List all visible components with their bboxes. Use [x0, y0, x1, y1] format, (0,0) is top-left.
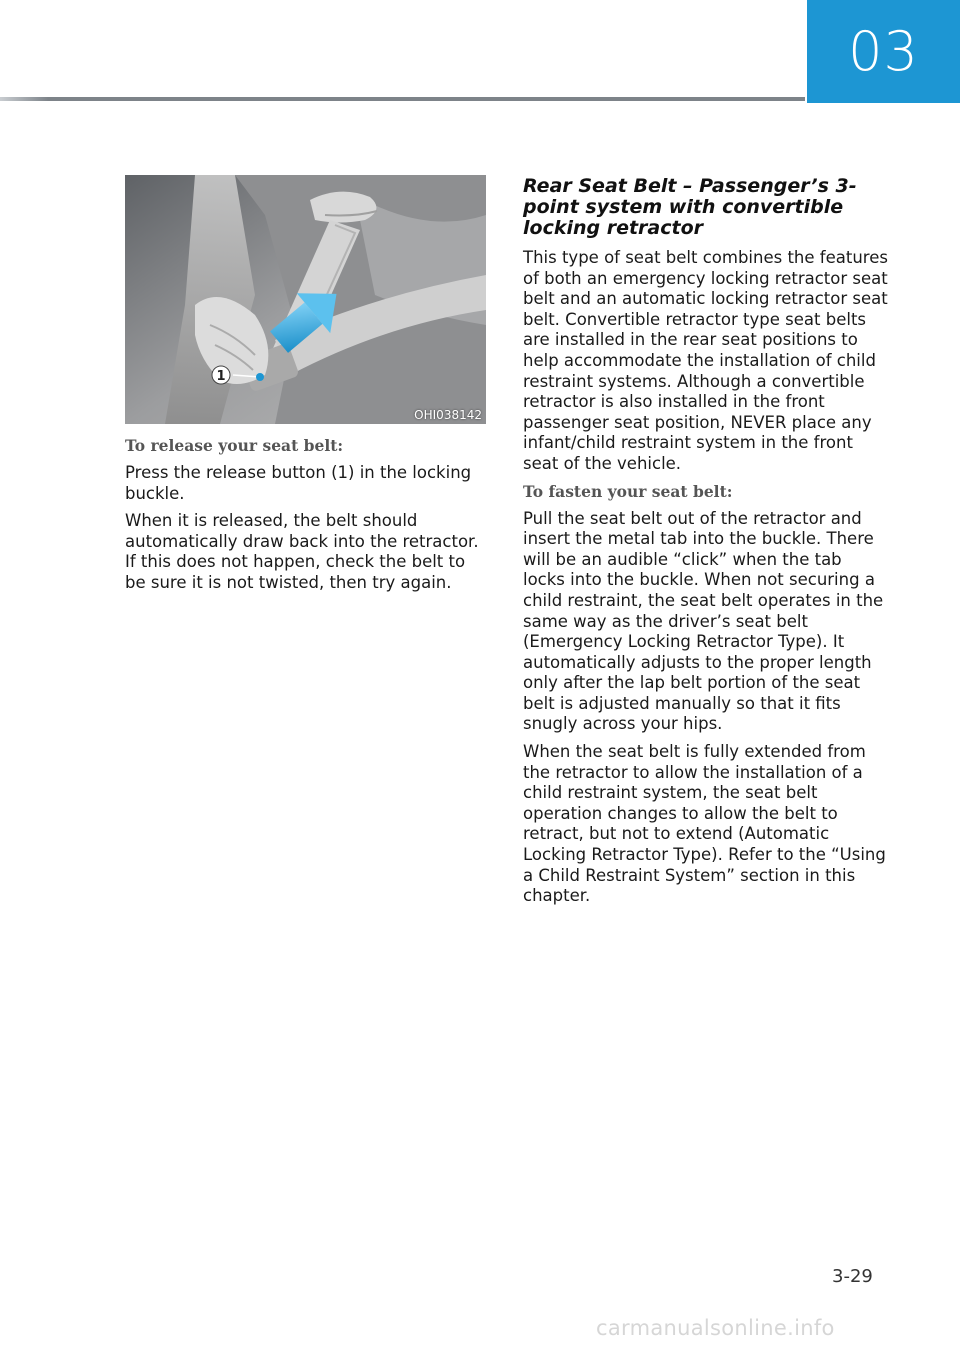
fasten-paragraph-1: Pull the seat belt out of the retractor and insert the metal tab into the buckle. There will be an audible “click” when the tab locks into the buckle. When not securing a child restraint, the seat belt operates in the same way as the driver’s seat belt (Emergency Locking Retractor Type). It automatically adjusts to the proper length only after the lap belt portion of the seat belt is adjusted manually so that it fits snugly across your hips.: [523, 508, 884, 734]
fasten-subheading: To fasten your seat belt:: [523, 481, 733, 501]
watermark: carmanualsonline.info: [596, 1316, 835, 1340]
figure-code: OHI038142: [414, 408, 482, 422]
intro-paragraph: This type of seat belt combines the features of both an emergency locking retractor seat belt and an automatic locking retractor seat belt. Convertible retractor type seat belts are installed in the rear seat positions to help accommodate the installation of child restraint systems. Although a convertible retractor is also installed in the front passenger seat position, NEVER place any infant/child restraint system in the front seat of the vehicle.: [523, 248, 888, 473]
release-subheading: To release your seat belt:: [125, 436, 344, 455]
right-column: [523, 176, 888, 914]
header-rule: [0, 97, 805, 101]
fasten-paragraph-2: When the seat belt is fully extended from the retractor to allow the installation of a child restraint system, the seat belt operation changes to allow the belt to retract, but not to extend (Automatic Locking Retractor Type). Refer to the “Using a Child Restraint System” section in this chapter.: [523, 742, 886, 906]
chapter-tab: 03: [807, 0, 960, 103]
release-paragraph-1: Press the release button (1) in the locking buckle.: [125, 463, 472, 503]
seat-belt-figure: [125, 175, 486, 424]
section-title: Rear Seat Belt – Passenger’s 3-point system with convertible locking retractor: [523, 175, 857, 239]
callout-label: 1: [216, 369, 226, 384]
seat-belt-illustration: [125, 175, 486, 424]
release-paragraph-2: When it is released, the belt should automatically draw back into the retractor. If this does not happen, check the belt to be sure it is not twisted, then try again.: [125, 511, 479, 592]
page-number: 3-29: [832, 1266, 873, 1287]
left-column: [125, 436, 490, 601]
